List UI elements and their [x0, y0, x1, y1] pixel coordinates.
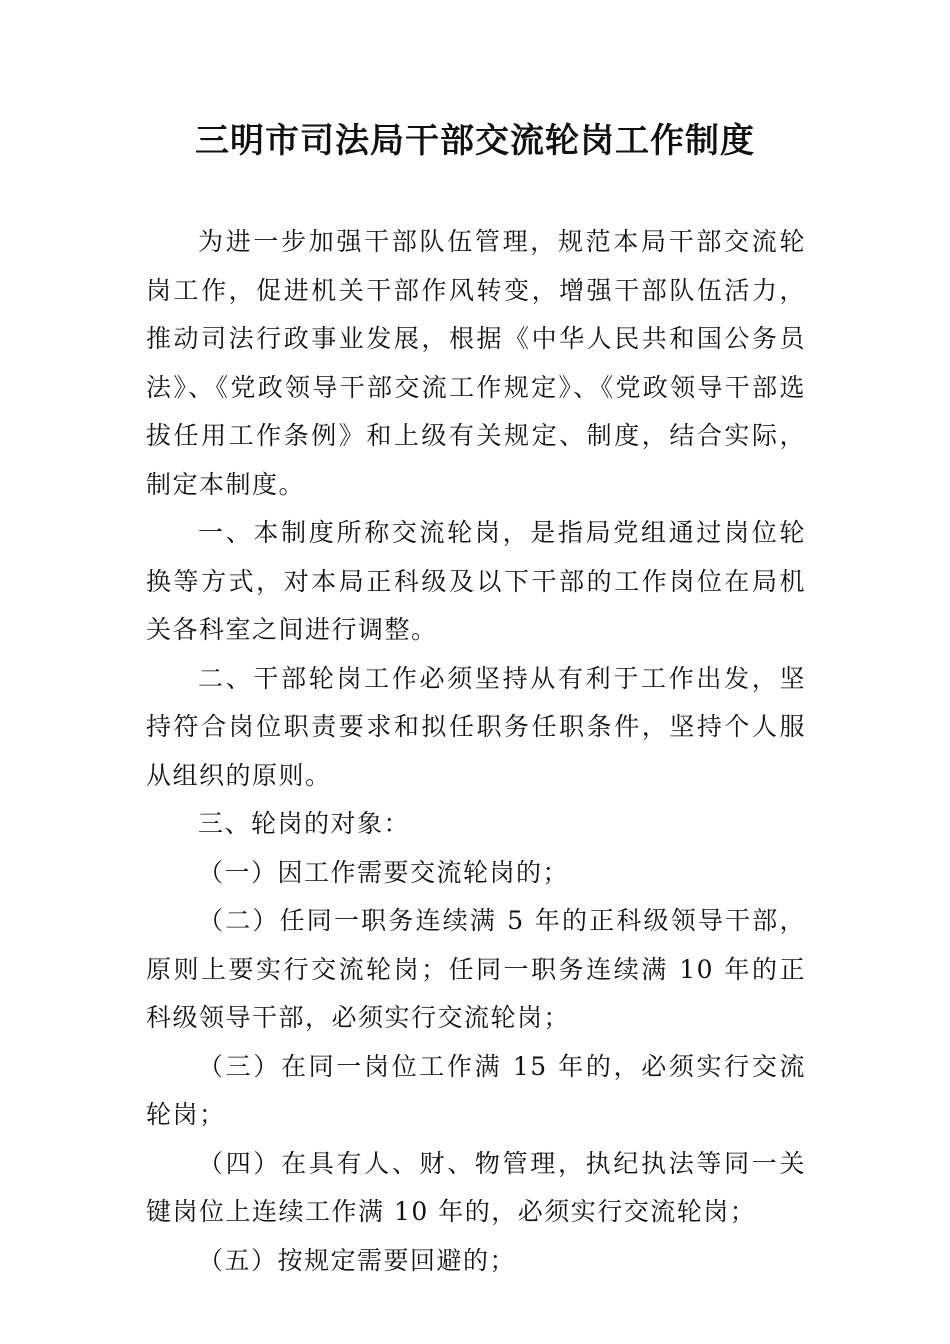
- paragraph-preamble: 为进一步加强干部队伍管理，规范本局干部交流轮岗工作，促进机关干部作风转变，增强干部队伍活力，推动司法行政事业发展，根据《中华人民共和国公务员法》、《党政领导干部交流工作规定》、《党政领导干部选拔任用工作条例》和上级有关规定、制度，结合实际，制定本制度。: [146, 227, 806, 499]
- document-title: 三明市司法局干部交流轮岗工作制度: [195, 121, 755, 161]
- document-body: [146, 218, 806, 1285]
- paragraph-article-1: 一、本制度所称交流轮岗，是指局党组通过岗位轮换等方式，对本局正科级及以下干部的工作岗位在局机关各科室之间进行调整。: [146, 518, 806, 644]
- paragraph-article-2: 二、干部轮岗工作必须坚持从有利于工作出发，坚持符合岗位职责要求和拟任职务任职条件，坚持个人服从组织的原则。: [146, 663, 806, 790]
- paragraph-article-3: 三、轮岗的对象：: [198, 809, 411, 838]
- paragraph-item-4: （四）在具有人、财、物管理，执纪执法等同一关键岗位上连续工作满 10 年的，必须实行交流轮岗；: [146, 1148, 806, 1226]
- paragraph-item-3: （三）在同一岗位工作满 15 年的，必须实行交流轮岗；: [146, 1051, 806, 1129]
- paragraph-item-1: （一）因工作需要交流轮岗的；: [198, 857, 570, 887]
- paragraph-item-2: （二）任同一职务连续满 5 年的正科级领导干部，原则上要实行交流轮岗；任同一职务连续满 10 年的正科级领导干部，必须实行交流轮岗；: [146, 906, 806, 1032]
- paragraph-item-5: （五）按规定需要回避的；: [198, 1245, 517, 1275]
